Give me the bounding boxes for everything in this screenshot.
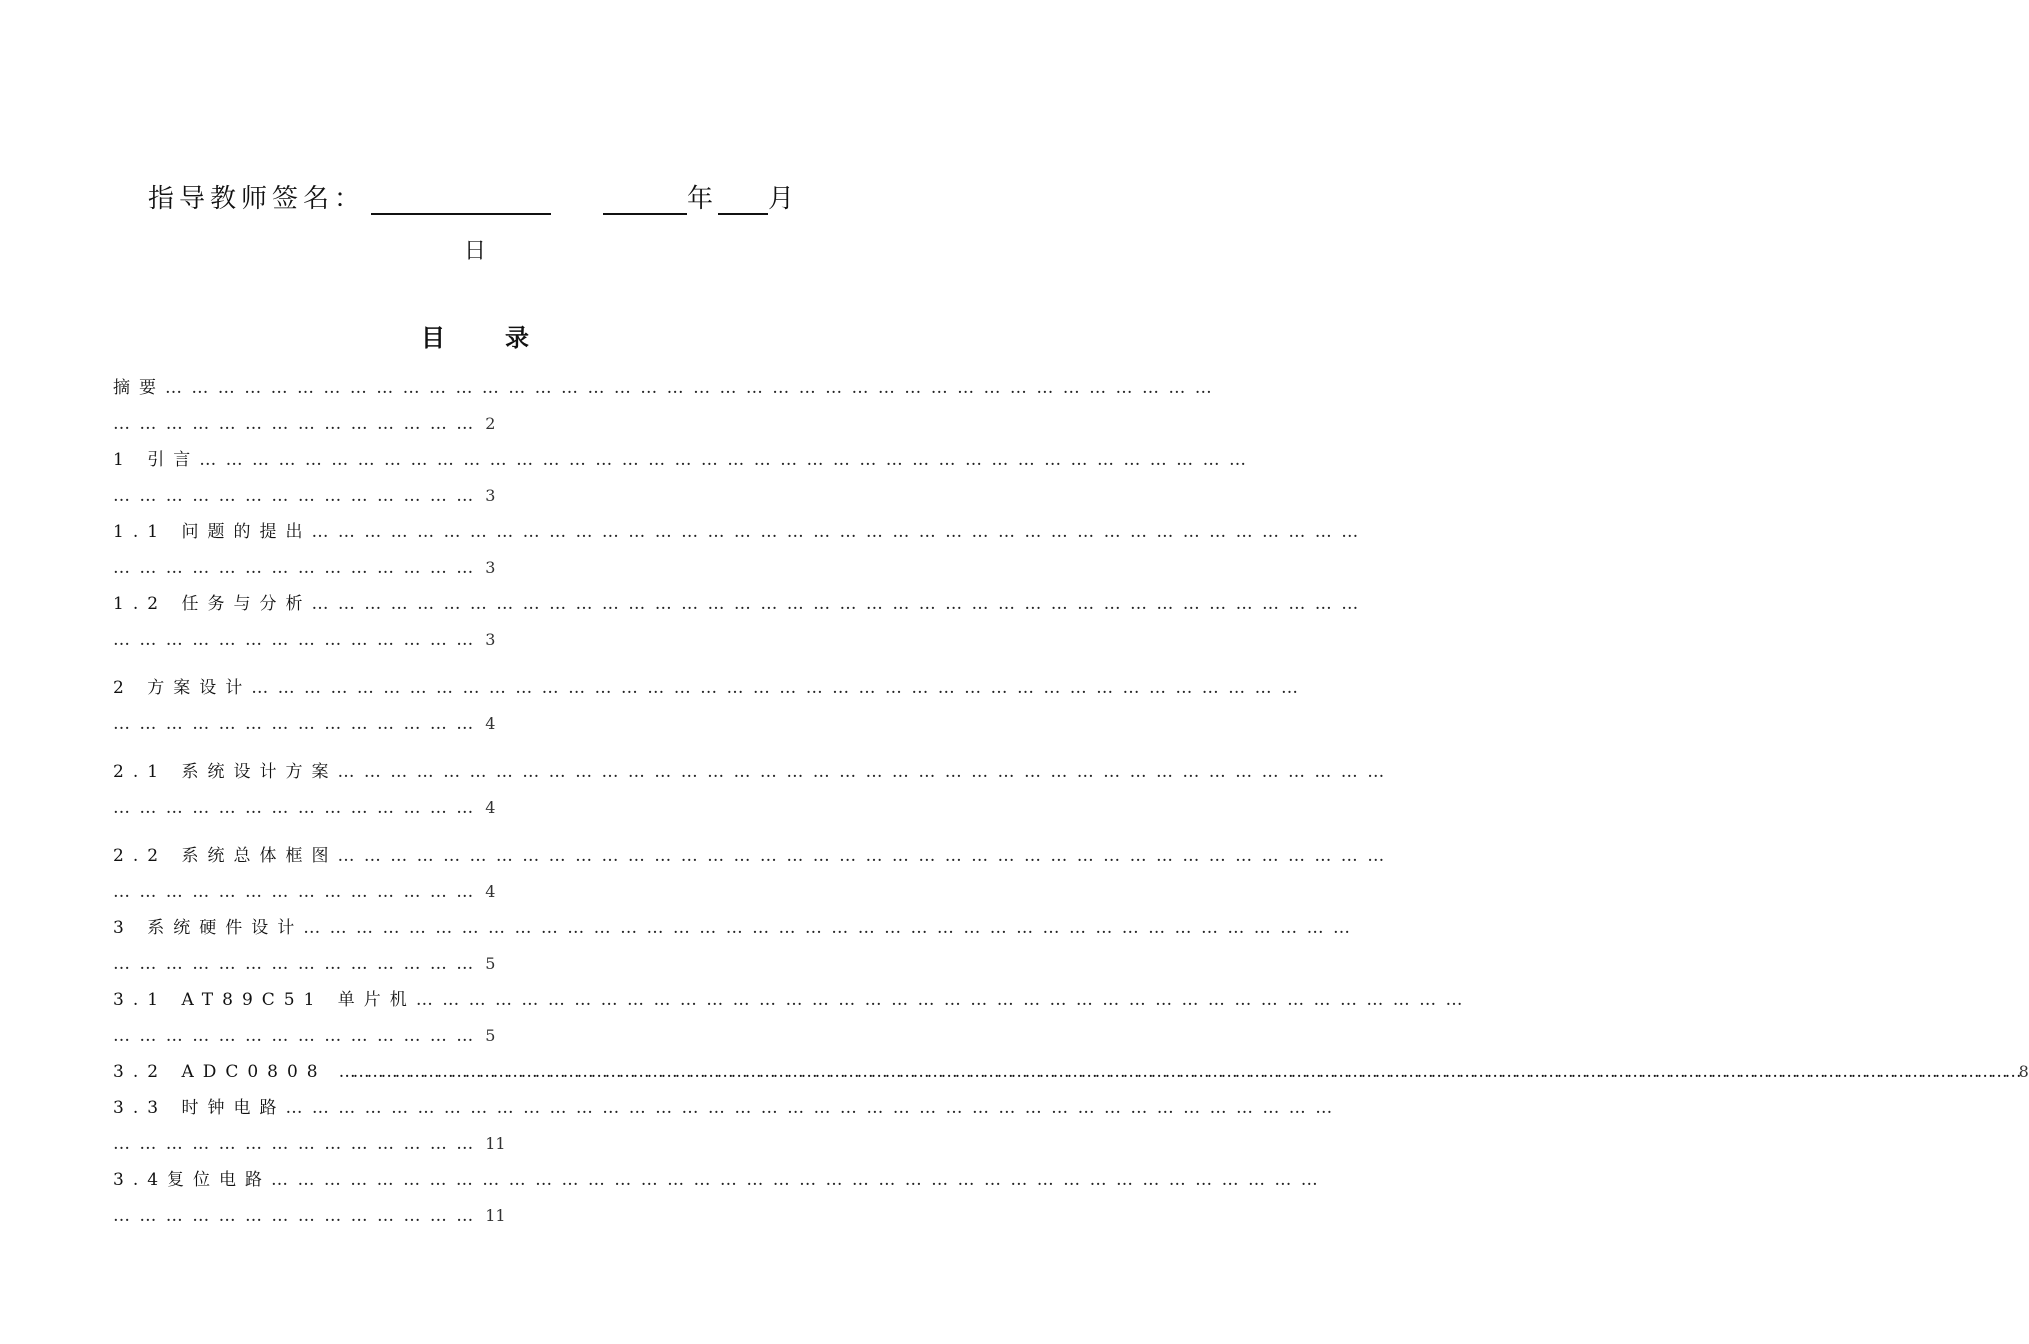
toc-entry-label: 3.4复位电路 <box>113 1170 272 1190</box>
toc-leader-dots: … … … … … … … … … … … … … … … … … … … … … … … … … … … … … … … … … … … … … … … … <box>165 378 1214 398</box>
toc-entry-label: 2.2 系统总体框图 <box>113 846 338 866</box>
toc-page-number: 4 <box>485 882 496 901</box>
toc-leader-dots: … … … … … … … … … … … … … … <box>113 486 476 506</box>
toc-entry[interactable] <box>113 838 1387 910</box>
toc-leader-dots: … … … … … … … … … … … … … … … … … … … … … … … … … … … … … … … … … … … … … … … … <box>251 678 1300 698</box>
toc-page-number: 3 <box>485 630 496 649</box>
toc-leader-dots: … … … … … … … … … … … … … … … … … … … … … … … … … … … … … … … … … … … … … … … … <box>271 1170 1320 1190</box>
toc-page-number: 4 <box>485 798 496 817</box>
toc-leader-dots: … … … … … … … … … … … … … … … … … … … … … … … … … … … … … … … … … … … … … … … … <box>337 846 1387 866</box>
toc-page-number: 2 <box>485 414 496 433</box>
toc-page-number: 4 <box>485 714 496 733</box>
toc-leader-dots: ……………………………………………………………………………………………………………………………………………………………………………………………………………………………………………………………………………………………………………………………… <box>338 1062 2019 1082</box>
toc-leader-dots: … … … … … … … … … … … … … … … … … … … … … … … … … … … … … … … … … … … … … … … … <box>311 594 1361 614</box>
signature-blank <box>371 183 551 215</box>
toc-leader-dots: … … … … … … … … … … … … … … … … … … … … … … … … … … … … … … … … … … … … … … … … <box>303 918 1352 938</box>
toc-leader-dots: … … … … … … … … … … … … … … <box>113 882 476 902</box>
toc-entry[interactable] <box>113 1090 1335 1162</box>
toc-leader-dots: … … … … … … … … … … … … … … <box>113 1026 476 1046</box>
toc-entry-label: 1 引言 <box>113 450 200 470</box>
year-label: 年 <box>687 184 719 214</box>
toc-title: 目录 <box>421 323 589 352</box>
toc-entry[interactable] <box>113 1054 2029 1090</box>
toc-entry-label: 摘要 <box>113 378 165 398</box>
toc-leader-dots: … … … … … … … … … … … … … … … … … … … … … … … … … … … … … … … … … … … … … … … … <box>415 990 1465 1010</box>
toc-page-number: 11 <box>485 1206 506 1225</box>
toc-entry-label: 2.1 系统设计方案 <box>113 762 338 782</box>
toc-entry-label: 3.1 AT89C51 单片机 <box>113 990 416 1010</box>
toc-leader-dots: … … … … … … … … … … … … … … … … … … … … … … … … … … … … … … … … … … … … … … … … <box>311 522 1361 542</box>
toc-entry-label: 3.3 时钟电路 <box>113 1098 286 1118</box>
toc-leader-dots: … … … … … … … … … … … … … … … … … … … … … … … … … … … … … … … … … … … … … … … … <box>337 762 1387 782</box>
toc-leader-dots: … … … … … … … … … … … … … … <box>113 414 476 434</box>
toc-entry-label: 2 方案设计 <box>113 678 252 698</box>
toc-entry[interactable] <box>113 1162 1320 1234</box>
toc-leader-dots: … … … … … … … … … … … … … … <box>113 1206 476 1226</box>
toc-page-number: 3 <box>485 558 496 577</box>
toc-leader-dots: … … … … … … … … … … … … … … <box>113 714 476 734</box>
toc-entry[interactable] <box>113 910 1352 982</box>
toc-entry-label: 1.1 问题的提出 <box>113 522 312 542</box>
toc-leader-dots: … … … … … … … … … … … … … … <box>113 954 476 974</box>
month-blank <box>718 183 768 215</box>
toc-page-number: 11 <box>485 1134 506 1153</box>
toc-entry[interactable] <box>113 370 1214 442</box>
toc-entry-label: 1.2 任务与分析 <box>113 594 312 614</box>
toc-page-number: 3 <box>485 486 496 505</box>
toc-page-number: 5 <box>485 1026 496 1045</box>
toc-entry[interactable] <box>113 514 1361 586</box>
toc-page-number: 8 <box>2018 1062 2029 1081</box>
table-of-contents <box>113 370 2029 1234</box>
toc-leader-dots: … … … … … … … … … … … … … … <box>113 1134 476 1154</box>
toc-leader-dots: … … … … … … … … … … … … … … <box>113 558 476 578</box>
toc-entry-label: 3.2 ADC0808 <box>113 1062 327 1082</box>
day-label: 日 <box>463 239 486 264</box>
toc-leader-dots: … … … … … … … … … … … … … … <box>113 630 476 650</box>
toc-entry-label: 3 系统硬件设计 <box>113 918 304 938</box>
toc-leader-dots: … … … … … … … … … … … … … … … … … … … … … … … … … … … … … … … … … … … … … … … … <box>285 1098 1335 1118</box>
signature-label: 指导教师签名： <box>148 184 366 214</box>
toc-entry[interactable] <box>113 754 1387 826</box>
toc-leader-dots: … … … … … … … … … … … … … … … … … … … … … … … … … … … … … … … … … … … … … … … … <box>199 450 1248 470</box>
toc-entry[interactable] <box>113 982 1465 1054</box>
toc-entry[interactable] <box>113 670 1300 742</box>
toc-page-number: 5 <box>485 954 496 973</box>
toc-entry[interactable] <box>113 442 1248 514</box>
toc-entry[interactable] <box>113 586 1361 658</box>
advisor-signature-line <box>148 178 828 222</box>
toc-leader-dots: … … … … … … … … … … … … … … <box>113 798 476 818</box>
month-label: 月 <box>768 184 800 214</box>
year-blank <box>603 183 687 215</box>
